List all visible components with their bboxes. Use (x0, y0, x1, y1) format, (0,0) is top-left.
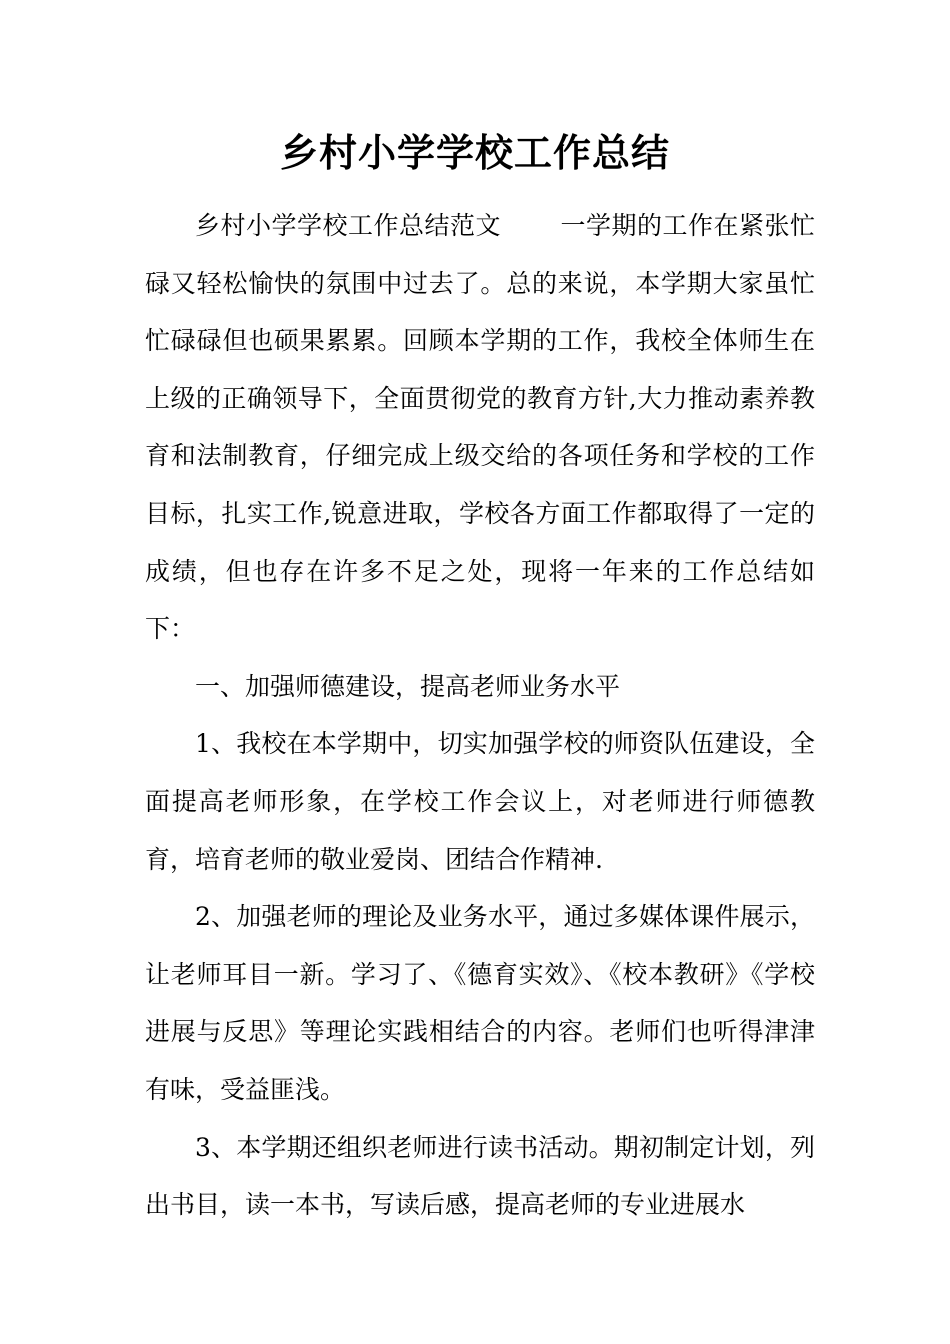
paragraph-item-3: 3、本学期还组织老师进行读书活动。期初制定计划，列出书目，读一本书，写读后感，提高老师的专业进展水 (145, 1132, 815, 1220)
paragraph-item-2: 2、加强老师的理论及业务水平，通过多媒体课件展示，让老师耳目一新。学习了、《德育实效》、《校本教研》《学校进展与反思》等理论实践相结合的内容。老师们也听得津津有味，受益匪浅。 (145, 902, 815, 1104)
document-body (145, 197, 815, 1234)
paragraph-intro: 乡村小学学校工作总结范文 一学期的工作在紧张忙碌又轻松愉快的氛围中过去了。总的来说，本学期大家虽忙忙碌碌但也硕果累累。回顾本学期的工作，我校全体师生在上级的正确领导下，全面贯彻党的教育方针,大力推动素养教育和法制教育，仔细完成上级交给的各项任务和学校的工作目标，扎实工作,锐意进取，学校各方面工作都取得了一定的成绩，但也存在许多不足之处，现将一年来的工作总结如下： (145, 211, 815, 644)
paragraph-item-1: 1、我校在本学期中，切实加强学校的师资队伍建设，全面提高老师形象，在学校工作会议上，对老师进行师德教育，培育老师的敬业爱岗、团结合作精神. (145, 729, 815, 874)
section-heading-1: 一、加强师德建设，提高老师业务水平 (195, 671, 621, 701)
document-title: 乡村小学学校工作总结 (279, 130, 670, 175)
